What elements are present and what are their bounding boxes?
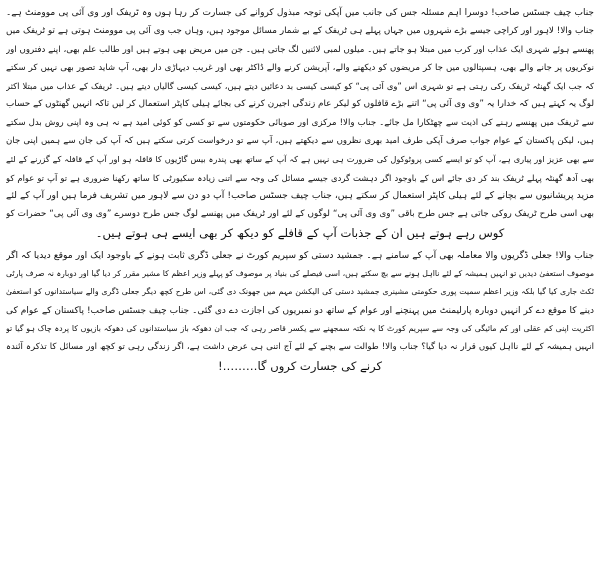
text-line: پھنسے ہوئے شہری ایک عذاب اور کرب میں مبتلا ہو جاتے ہیں۔ میلوں لمبی لائنیں لگ جاتی ہیں۔ جن میں مریض بھی ہوتے ہیں اور طالب علم بھی، اپنے دفتروں اور [6,44,594,55]
text-line: بھی آدھ گھنٹہ پہلے ٹریفک بند کر دی جائے اس کے باوجود اگر دہشت گردی جیسے مسائل کی وجہ سے اتنی زیادہ سکیورٹی کا ساتھ رکھنا ضروری ہے تو آپ تو عوام کو [6,172,594,183]
text-line: کہ جب ایک گھنٹہ ٹریفک رکی رہتی ہے تو شہری اس ”وی آئی پی“ کو کیسی کیسی بد دعائیں دیتے ہیں، کیسی کیسی گالیاں دیتے ہیں۔ ٹریفک کے عذاب میں مبتلا اکثر [6,81,594,92]
text-line: نوکریوں پر جانے والے بھی، ہسپتالوں میں جا کر مریضوں کو دیکھنے والے، آپریشن کرنے والے ڈاکٹر بھی اور غریب دیہاڑی دار بھی، آپ شاید تصور بھی نہیں کر سکتے [6,62,594,73]
text-line: جناب چیف جسٹس صاحب! دوسرا اہم مسئلہ جس کی جانب میں آپکی توجہ مبذول کروانے کی جسارت کر رہا ہوں وہ ٹریفک اور وی آئی پی موومنٹ ہے۔ [6,8,594,18]
text-line: موصوف استعفیٰ دیدیں تو انہیں ہمیشہ کے لئے نااہل ہونے سے بچ سکتے ہیں، اسی فیصلے کی بنیاد پر موصوف کو پہلے وزیر اعظم کا مشیر مقرر کر دیا گیا اور دوبارہ نہ صرف پارٹی [6,269,594,279]
text-line-last: کرنے کی جسارت کروں گا………! [218,358,382,373]
text-line: ٹکٹ جاری کیا گیا بلکہ وزیر اعظم سمیت پوری حکومتی مشینری جمشید دستی کی الیکشن مہم میں جھونک دی گئی، اس طرح کچھ دیگر جعلی ڈگری والے سیاستدانوں کو استعفیٰ [6,287,594,297]
text-line: اکثریت اپنی کم عقلی اور کم مائیگی کی وجہ سے سپریم کورٹ کا یہ نکتہ سمجھنے سے یکسر قاصر رہی کہ جب ان دھوکہ باز سیاستدانوں کی دھوکہ بازیوں کا پردہ چاک ہو گیا تو [6,324,594,334]
text-line: دینے کا موقع دے کر انہیں دوبارہ پارلیمنٹ میں پہنچنے اور عوام کے ساتھ دو نمبریوں کی اجازت دے دی گئی۔ جناب چیف جسٹس صاحب! پاکستان کے عوام کی [6,305,594,316]
text-line: ہیں، لیکن پاکستان کے عوام جواب صرف آپکی طرف امید بھری نظروں سے دیکھتے ہیں، آپ سے تو درخواست کرتی سکتے ہیں کہ آپ کی جان سے ہمیں اپنی جان [6,136,594,147]
paragraph-traffic [6,4,594,242]
text-line: بھی اسی طرح ٹریفک روکی جاتی ہے جس طرح باقی ”وی وی آئی پی“ لوگوں کے لئے اور ٹریفک میں پھنسے لوگ جس طرح دوسرے ”وی وی آئی پی“ حضرات کو [6,209,594,220]
text-line: سے بھی عزیز اور پیاری ہے، آپ کو تو ایسے کسی پروٹوکول کی ضرورت ہی نہیں ہے کہ آپ کے ساتھ بھی پندرہ بیس گاڑیوں کا قافلہ ہو اور آپ کے قافلہ کے گزرنے کے لئے [6,154,594,165]
text-line-last: کوس رہے ہوتے ہیں ان کے جذبات آپ کے قافلے کو دیکھ کر بھی ایسے ہی ہوتے ہیں۔ [95,225,505,240]
text-line: مزید پریشانیوں سے بچانے کے لئے ہیلی کاپٹر استعمال کر سکتے ہیں، جناب چیف جسٹس صاحب! آپ دو دن سے لاہور میں تشریف فرما ہیں اور آپ کے لئے [6,189,594,201]
paragraph-fake-degrees [6,247,594,375]
text-line: لوگ یہ کہتے ہیں کہ خدارا یہ ”وی وی آئی پی“ اتنے بڑے قافلوں کو لیکر عام زندگی اجیرن کرنے کی بجائے ہیلی کاپٹر استعمال کر لیں تاکہ انہیں گھنٹوں کے حساب [6,99,594,110]
text-line: جناب والا! جعلی ڈگریوں والا معاملہ بھی آپ کے سامنے ہے۔ جمشید دستی کو سپریم کورٹ نے جعلی ڈگری ثابت ہونے کے باوجود ایک اور موقع دیدیا کہ اگر [6,249,594,261]
text-line: سے ٹریفک میں پھنسے رہنے کی اذیت سے چھٹکارا مل جائے۔ جناب والا! مرکزی اور صوبائی حکومتوں سے تو کسی کو کوئی امید ہے نہ ہی وہ اپنی روش بدل سکتے [6,117,594,128]
text-line: جناب والا! لاہور اور کراچی جیسے بڑے شہروں میں جہاں پہلے ہی ٹریفک کے بے شمار مسائل موجود ہیں، وہاں جب وی آئی پی موومنٹ ہوتی ہے تو ٹریفک میں [6,26,594,37]
text-line: انہیں ہمیشہ کے لئے نااہل کیوں قرار نہ دیا گیا؟ جناب والا! طوالت سے بچنے کے لئے آج اتنی ہی عرض داشت ہے، اگر زندگی رہی تو کچھ اور مسائل کا تذکرہ آئندہ [6,342,594,353]
